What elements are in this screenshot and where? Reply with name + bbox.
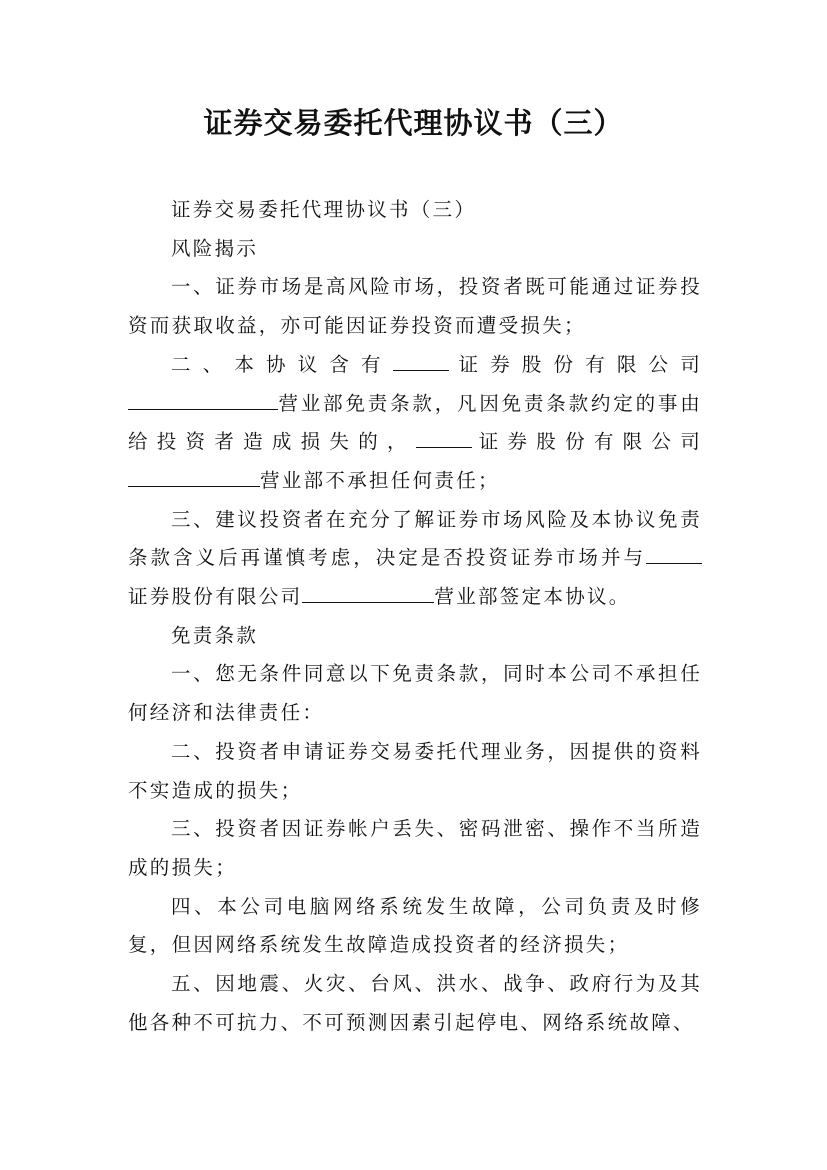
risk-item-2 <box>128 346 702 501</box>
risk-2-text-c: 营业部免责条款，凡因免责条款约定的事由给投资者造成损失的， <box>128 391 702 454</box>
blank-line <box>393 352 449 371</box>
disclaimer-item-2: 二、投资者申请证券交易委托代理业务，因提供的资料不实造成的损失； <box>128 739 702 802</box>
document-body <box>128 191 702 1042</box>
blank-line <box>646 545 702 564</box>
blank-line <box>128 468 260 487</box>
blank-line <box>128 391 278 410</box>
risk-3-text-c: 营业部签定本协议。 <box>434 585 631 609</box>
disclaimer-item-4: 四、本公司电脑网络系统发生故障，公司负责及时修复，但因网络系统发生故障造成投资者的经济损失； <box>128 894 702 957</box>
risk-2-text-e: 营业部不承担任何责任； <box>260 468 500 492</box>
section-heading-risk: 风险揭示 <box>171 236 259 260</box>
document-title: 证券交易委托代理协议书（三） <box>203 106 624 140</box>
risk-item-1: 一、证券市场是高风险市场，投资者既可能通过证券投资而获取收益，亦可能因证券投资而遭受损失； <box>128 275 702 338</box>
risk-3-text-b: 证券股份有限公司 <box>128 585 303 609</box>
risk-2-text-a: 二、本协议含有 <box>171 352 393 376</box>
risk-3-text-a: 三、建议投资者在充分了解证券市场风险及本协议免责条款含义后再谨慎考虑，决定是否投资证券市场并与 <box>128 507 702 570</box>
section-heading-disclaimer: 免责条款 <box>171 623 259 647</box>
disclaimer-item-3: 三、投资者因证券帐户丢失、密码泄密、操作不当所造成的损失； <box>128 817 702 879</box>
blank-line <box>302 584 434 603</box>
risk-2-text-b: 证券股份有限公司 <box>448 352 702 376</box>
risk-item-3 <box>128 501 702 617</box>
disclaimer-item-1: 一、您无条件同意以下免责条款，同时本公司不承担任何经济和法律责任： <box>128 662 702 725</box>
blank-line <box>416 429 472 448</box>
subtitle: 证券交易委托代理协议书（三） <box>171 198 477 221</box>
risk-2-text-d: 证券股份有限公司 <box>471 430 702 454</box>
disclaimer-item-5: 五、因地震、火灾、台风、洪水、战争、政府行为及其他各种不可抗力、不可预测因素引起停电、网络系统故障、 <box>128 972 702 1034</box>
